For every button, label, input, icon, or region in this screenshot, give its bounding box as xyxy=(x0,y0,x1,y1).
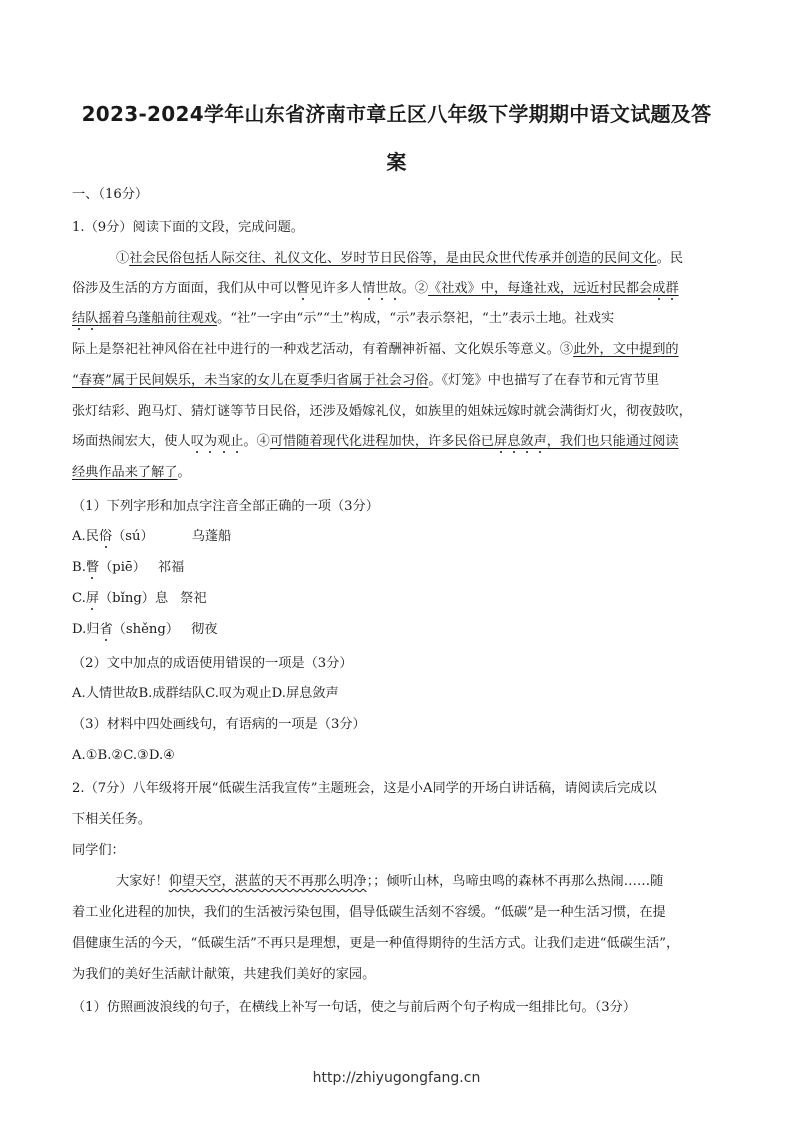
speech-line-4: 为我们的美好生活献计献策，共建我们美好的家园。 xyxy=(72,967,376,982)
passage-line-2 xyxy=(72,280,679,298)
option-b xyxy=(72,559,184,577)
speech-text: ；；倾听山林，鸟啼虫鸣的森林不再那么热闹……随 xyxy=(366,874,664,889)
sub-question-3: （3）材料中四处画线句，有语病的一项是（3分） xyxy=(72,717,366,732)
question-1-intro: 1.（9分）阅读下面的文段，完成问题。 xyxy=(72,220,304,235)
passage-text: 场面热闹宏大，使人 xyxy=(72,434,191,449)
sentence-marker: ① xyxy=(116,251,130,266)
pinyin: （sú） xyxy=(112,529,154,544)
passage-line-7 xyxy=(72,433,679,451)
question-2-intro: 2.（7分）八年级将开展“低碳生活我宣传”主题班会，这是小A同学的开场白讲话稿，请阅读后完成以 xyxy=(72,781,657,796)
underlined-sentence-2-end: 摇着乌蓬船前往观戏 xyxy=(98,311,218,326)
dotted-char: 成 xyxy=(652,281,666,296)
speech-line-3: 倡健康生活的今天，“低碳生活”不再只是理想，更是一种值得期待的生活方式。让我们走进“低碳生活”， xyxy=(72,936,680,951)
dotted-char: 情 xyxy=(362,281,376,296)
passage-text: 。“社”一字由“示”“土”构成，“示”表示祭祀，“土”表示土地。社戏实 xyxy=(217,311,615,326)
dotted-char: 叹 xyxy=(190,434,204,449)
underlined-sentence-1: 社会民俗包括人际交往、礼仪文化、岁时节日民俗等，是由民众世代传承并创造的民间文化 xyxy=(129,251,657,266)
speech-text: 大家好！ xyxy=(116,874,169,889)
passage-text: 俗涉及生活的方方面面，我们从中可以 xyxy=(72,281,297,296)
option-a xyxy=(72,528,231,546)
option-text: D.归 xyxy=(72,622,100,637)
passage-text: 见许多人 xyxy=(309,281,363,296)
passage-text: 。民 xyxy=(656,251,684,266)
dotted-char: 故 xyxy=(388,281,402,296)
option-text: B. xyxy=(72,560,86,575)
option-word: 祁福 xyxy=(157,560,185,575)
option-c xyxy=(72,590,207,608)
sub-question-2: （2）文中加点的成语使用错误的一项是（3分） xyxy=(72,656,353,671)
pinyin: （shěng） xyxy=(112,622,180,637)
dotted-char: 止 xyxy=(230,434,244,449)
underlined-sentence-3-end: “春赛”属于民间娱乐，未当家的女儿在夏季归省属于社会习俗 xyxy=(72,373,429,388)
dotted-char: 瞥 xyxy=(85,560,100,575)
option-word: 乌蓬船 xyxy=(191,529,232,544)
passage-line-8 xyxy=(72,464,191,482)
dotted-char: 息 xyxy=(507,434,521,449)
dotted-char: 省 xyxy=(99,622,113,637)
option-word: 彻夜 xyxy=(191,622,218,637)
section-heading: 一、（16分） xyxy=(72,187,149,202)
sub-question-1: （1）下列字形和加点字注音全部正确的一项（3分） xyxy=(72,499,379,514)
speech-line-1 xyxy=(116,873,663,891)
option-text: C. xyxy=(72,591,86,606)
dotted-char: 队 xyxy=(85,311,99,326)
option-text: A.民 xyxy=(72,529,99,544)
pinyin: （piē） xyxy=(99,560,146,575)
wavy-underlined-sentence: 仰望天空，湛蓝的天不再那么明净 xyxy=(168,874,367,889)
sentence-marker: 。② xyxy=(401,281,429,296)
pinyin: （bǐng）息 xyxy=(99,591,169,606)
option-word: 祭祀 xyxy=(180,591,207,606)
question-2-sub-1: （1）仿照画波浪线的句子，在横线上补写一句话，使之与前后两个句子构成一组排比句。（3分） xyxy=(72,1000,637,1015)
passage-line-1 xyxy=(116,250,683,268)
sub-question-3-options: A.①B.②C.③D.④ xyxy=(72,748,175,763)
passage-text: 。《灯笼》中也描写了在春节和元宵节里 xyxy=(428,373,660,388)
dotted-char: 俗 xyxy=(98,529,113,544)
dotted-char: 敛 xyxy=(520,434,534,449)
dotted-char: 观 xyxy=(217,434,231,449)
passage-text: 际上是祭祀社神风俗在社中进行的一种戏艺活动，有着酬神祈福、文化娱乐等意义。③ xyxy=(72,342,574,357)
page-title-continued: 案 xyxy=(386,150,407,174)
passage-text: 。 xyxy=(177,465,191,480)
passage-line-4 xyxy=(72,341,679,359)
underlined-sentence-3: 此外，文中提到的 xyxy=(573,342,679,357)
underlined-sentence-4: 可惜随着现代化进程加快，许多民俗已 xyxy=(269,434,494,449)
dotted-char: 瞥 xyxy=(296,281,310,296)
underlined-sentence-4: ，我们也只能通过阅读 xyxy=(546,434,679,449)
underlined-sentence-4-end: 经典作品来了解了 xyxy=(72,465,178,480)
sentence-marker: 。④ xyxy=(243,434,270,449)
passage-line-6: 张灯结彩、跑马灯、猜灯谜等节日民俗，还涉及婚嫁礼仪，如族里的姐妹远嫁时就会满街灯火，彻夜鼓吹， xyxy=(72,404,692,419)
dotted-char: 结 xyxy=(72,311,86,326)
dotted-char: 群 xyxy=(665,281,679,296)
option-d xyxy=(72,621,217,639)
dotted-char: 屏 xyxy=(85,591,99,606)
dotted-char: 世 xyxy=(375,281,389,296)
speech-greeting: 同学们： xyxy=(72,843,125,858)
passage-line-3 xyxy=(72,310,614,328)
footer-url: http://zhiyugongfang.cn xyxy=(312,1070,481,1086)
dotted-char: 为 xyxy=(203,434,218,449)
dotted-char: 屏 xyxy=(494,434,508,449)
underlined-sentence-2: 《社戏》中，每逢社戏，远近村民都会 xyxy=(428,281,653,296)
speech-line-2: 着工业化进程的加快，我们的生活被污染包围，倡导低碳生活刻不容缓。“低碳”是一种生活习惯，在提 xyxy=(72,905,666,920)
page-title: 2023-2024学年山东省济南市章丘区八年级下学期期中语文试题及答 xyxy=(81,102,712,126)
question-2-intro-continued: 下相关任务。 xyxy=(72,812,152,827)
dotted-char: 声 xyxy=(533,434,547,449)
sub-question-2-options: A.人情世故B.成群结队C.叹为观止D.屏息敛声 xyxy=(72,686,339,701)
passage-line-5 xyxy=(72,372,659,390)
